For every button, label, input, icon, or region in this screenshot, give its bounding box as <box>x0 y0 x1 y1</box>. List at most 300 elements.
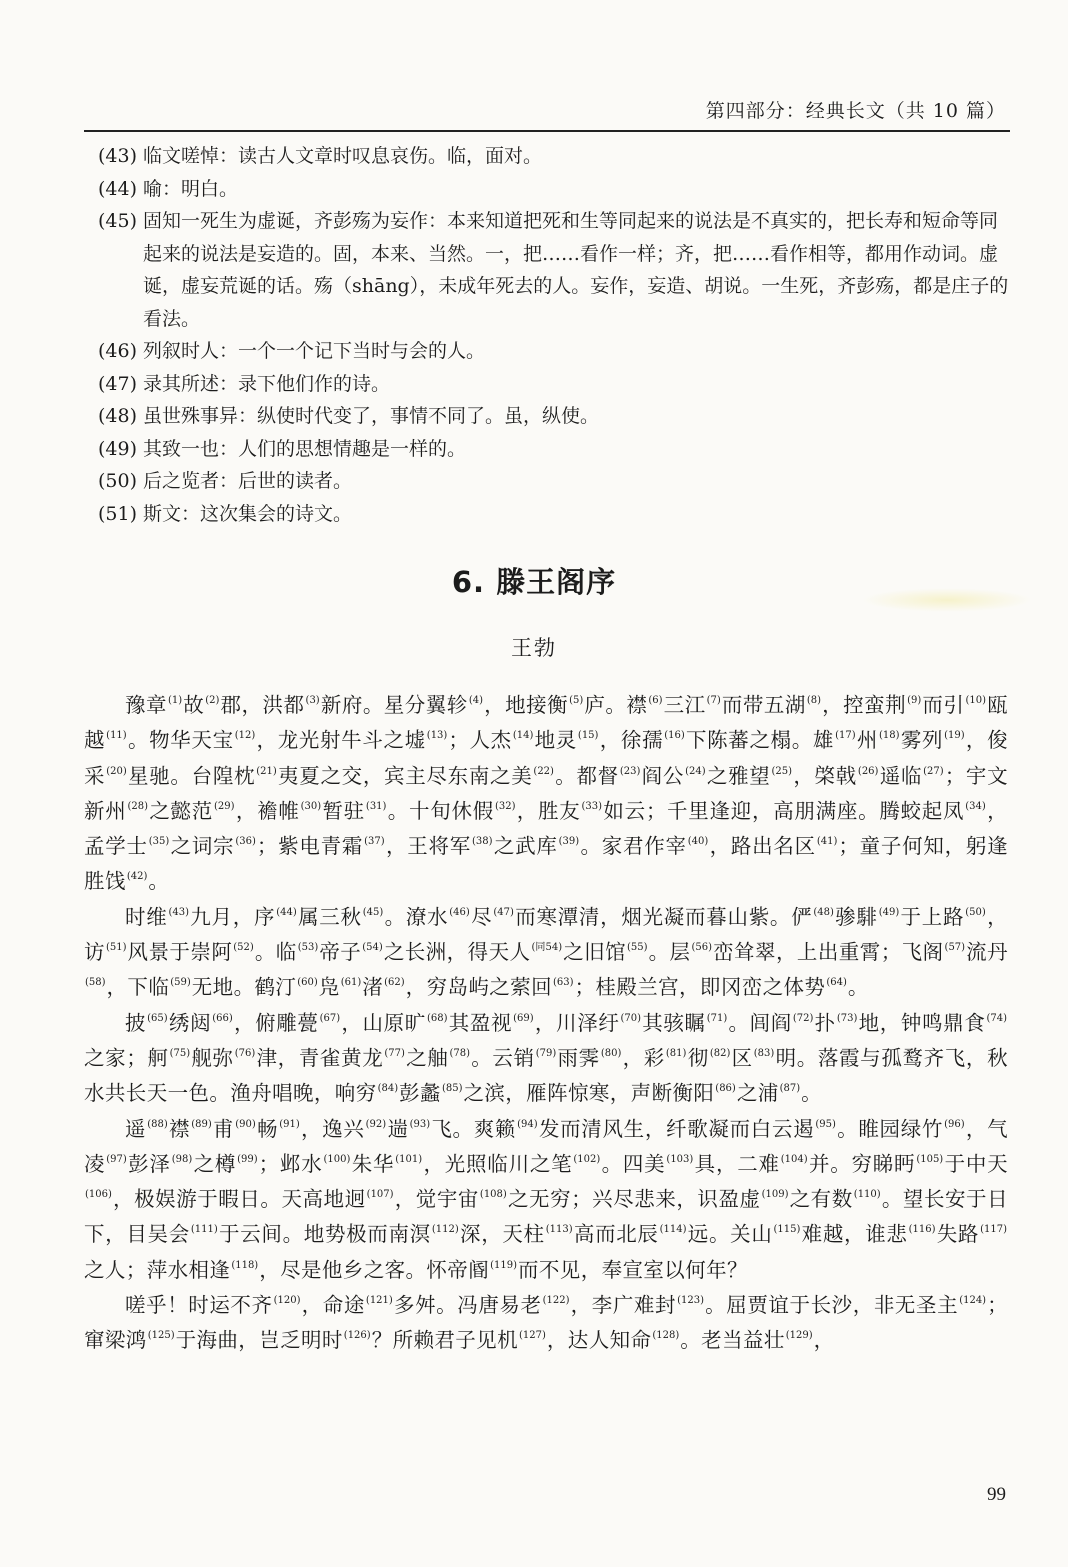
note-text: 虽世殊事异：纵使时代变了，事情不同了。虽，纵使。 <box>143 405 600 427</box>
footnote-marker: (34) <box>965 800 986 812</box>
essay-text: 郡，洪都 <box>220 693 305 717</box>
essay-text: 深，天柱 <box>459 1222 545 1247</box>
essay-text: ；窜梁鸿 <box>84 1293 1008 1353</box>
footnote-marker: (107) <box>366 1189 394 1201</box>
footnote-marker: (同54) <box>531 942 563 954</box>
essay-text: 尽 <box>470 904 493 929</box>
footnote-marker: (58) <box>85 977 106 989</box>
essay-text: ，访 <box>84 904 1008 965</box>
page-header <box>84 96 1010 132</box>
footnote-marker: (67) <box>319 1012 341 1024</box>
footnote-marker: (109) <box>761 1189 789 1201</box>
note-number: (47) <box>98 372 138 395</box>
essay-text: 地灵 <box>534 728 577 753</box>
footnote-marker: (74) <box>986 1012 1007 1024</box>
note-text: 其致一也：人们的思想情趣是一样的。 <box>143 437 467 460</box>
footnote-marker: (43) <box>168 906 189 918</box>
footnote-marker: (31) <box>365 800 387 812</box>
footnote-marker: (27) <box>923 765 944 777</box>
footnote-marker: (40) <box>687 836 709 848</box>
essay-text: 其骇瞩 <box>642 1010 706 1035</box>
essay-text: 庐。襟 <box>584 693 648 717</box>
footnote-marker: (100) <box>323 1153 351 1165</box>
footnote-marker: (121) <box>365 1295 393 1307</box>
footnote-marker: (120) <box>273 1295 301 1307</box>
page-number: 99 <box>987 1484 1006 1505</box>
essay-text: 彻 <box>687 1045 709 1070</box>
footnote-marker: (129) <box>785 1330 813 1342</box>
footnote-marker: (97) <box>106 1153 127 1165</box>
essay-text: 帝子 <box>319 940 362 965</box>
footnote-marker: (45) <box>362 906 384 918</box>
note-number: (49) <box>98 437 138 460</box>
essay-text: ，地接衡 <box>483 693 569 717</box>
essay-text: 之雅望 <box>706 763 771 788</box>
note-text: 斯文：这次集会的诗文。 <box>143 502 353 525</box>
essay-text: 畅 <box>256 1116 279 1141</box>
essay-text: 九月，序 <box>189 904 276 929</box>
footnote-marker: (14) <box>512 730 534 742</box>
footnote-marker: (110) <box>853 1189 881 1201</box>
footnote-marker: (95) <box>815 1118 836 1130</box>
footnote-marker: (65) <box>147 1012 168 1024</box>
essay-text: 。老当益壮 <box>680 1328 785 1353</box>
essay-text: ，胜友 <box>516 798 581 823</box>
note-item <box>98 140 1010 173</box>
footnote-marker: (32) <box>494 800 516 812</box>
note-item <box>98 465 1010 498</box>
essay-text: ；童子何知，躬逢胜饯 <box>84 834 1009 894</box>
essay-text: ，觉宇宙 <box>394 1187 479 1212</box>
footnote-marker: (128) <box>652 1330 680 1342</box>
essay-text: ，尽是他乡之客。怀帝阍 <box>259 1257 490 1282</box>
footnote-marker: (49) <box>878 906 900 918</box>
essay-text: 之浦 <box>736 1081 779 1106</box>
essay-text: 于中天 <box>944 1151 1008 1176</box>
footnote-marker: (80) <box>600 1047 622 1059</box>
footnote-marker: (15) <box>577 730 599 742</box>
essay-text: ，龙光射牛斗之墟 <box>256 728 426 753</box>
footnote-marker: (91) <box>279 1118 300 1130</box>
essay-text: 。 <box>801 1081 823 1106</box>
footnote-marker: (72) <box>792 1012 814 1024</box>
essay-text: 明。落霞与孤鹜齐飞，秋水共长天一色。渔舟唱晚，响穷 <box>84 1045 1008 1106</box>
note-number: (50) <box>98 470 138 492</box>
footnote-marker: (123) <box>677 1295 704 1307</box>
footnote-marker: (26) <box>857 765 879 777</box>
essay-text: ， <box>813 1328 835 1353</box>
header-title: 第四部分：经典长文（共 10 篇） <box>705 100 1006 122</box>
footnote-marker: (54) <box>362 942 383 954</box>
essay-text: ，彩 <box>622 1045 665 1070</box>
footnote-marker: (19) <box>944 730 965 742</box>
essay-text: 新府。星分翼轸 <box>320 693 468 717</box>
footnote-marker: (127) <box>519 1330 546 1342</box>
essay-text: ，李广难封 <box>570 1293 677 1318</box>
footnote-marker: (71) <box>706 1012 728 1024</box>
footnote-marker: (25) <box>771 765 793 777</box>
essay-text: 。临 <box>254 940 297 965</box>
footnote-marker: (113) <box>545 1224 573 1236</box>
footnote-marker: (9) <box>907 695 922 706</box>
essay-text: 故 <box>183 693 205 717</box>
essay-text: ，孟学士 <box>84 798 1009 859</box>
footnote-marker: (88) <box>147 1118 168 1130</box>
note-number: (46) <box>98 340 138 362</box>
essay-text: ？所赖君子见机 <box>371 1328 518 1353</box>
essay-text: 之无穷；兴尽悲来，识盈虚 <box>507 1187 761 1212</box>
footnote-marker: (37) <box>364 836 385 848</box>
footnote-marker: (78) <box>449 1047 471 1059</box>
essay-paragraph <box>84 900 1008 1006</box>
essay-paragraph <box>84 688 1008 900</box>
essay-text: ，山原旷 <box>341 1010 426 1035</box>
footnote-marker: (6) <box>648 695 663 706</box>
essay-text: 瓯越 <box>84 693 1008 753</box>
essay-text: ，王将军 <box>385 834 472 859</box>
essay-text: ，襜帷 <box>235 798 300 823</box>
essay-text: ；人杰 <box>448 728 512 753</box>
essay-text: 。物华天宝 <box>127 728 234 753</box>
essay-title: 6. 滕王阁序 <box>451 565 617 599</box>
essay-text: 于云间。地势极而南溟 <box>218 1222 431 1247</box>
footnote-marker: (44) <box>276 906 297 918</box>
footnote-marker: (98) <box>171 1153 193 1165</box>
essay-text: 三江 <box>663 693 706 717</box>
essay-text: 之武库 <box>493 834 558 859</box>
note-number: (43) <box>98 145 138 167</box>
note-item <box>98 335 1010 368</box>
essay-text: 。四美 <box>601 1151 666 1176</box>
essay-text: ，徐孺 <box>599 728 664 753</box>
essay-body <box>84 688 1008 1359</box>
footnote-marker: (77) <box>384 1047 405 1059</box>
note-number: (51) <box>98 502 138 525</box>
footnote-marker: (22) <box>533 765 554 777</box>
essay-text: 之人；萍水相逢 <box>84 1257 231 1282</box>
footnote-marker: (28) <box>127 800 148 812</box>
footnote-marker: (108) <box>479 1189 507 1201</box>
essay-text: 失路 <box>936 1222 980 1247</box>
note-text: 后之览者：后世的读者。 <box>143 470 353 492</box>
footnote-marker: (10) <box>965 695 986 706</box>
essay-text: ；宇文新州 <box>84 763 1008 823</box>
essay-text: 披 <box>125 1010 147 1035</box>
note-item <box>98 498 1010 531</box>
essay-text: 暂驻 <box>322 798 365 823</box>
footnote-marker: (75) <box>169 1047 191 1059</box>
footnote-marker: (13) <box>426 730 448 742</box>
footnote-marker: (63) <box>552 977 574 989</box>
footnote-marker: (11) <box>106 730 127 742</box>
note-text: 录其所述：录下他们作的诗。 <box>143 372 391 395</box>
essay-text: 多舛。冯唐易老 <box>393 1293 542 1318</box>
footnote-marker: (21) <box>256 765 277 777</box>
footnote-marker: (106) <box>85 1189 112 1201</box>
footnote-marker: (33) <box>581 800 603 812</box>
note-text: 喻：明白。 <box>143 177 239 200</box>
essay-text: 。 <box>148 869 170 894</box>
note-number: (48) <box>98 405 138 427</box>
footnote-marker: (93) <box>409 1118 431 1130</box>
essay-text: 下陈蕃之榻。雄 <box>685 728 835 753</box>
notes-list <box>98 140 1010 530</box>
footnote-marker: (69) <box>513 1012 534 1024</box>
essay-text: 襟 <box>168 1116 191 1141</box>
paper-smudge <box>862 588 1032 612</box>
footnote-marker: (3) <box>305 695 320 706</box>
footnote-marker: (117) <box>980 1224 1007 1236</box>
essay-text: 雾列 <box>900 728 944 753</box>
footnote-marker: (5) <box>569 695 584 706</box>
footnote-marker: (126) <box>343 1330 371 1342</box>
footnote-marker: (51) <box>105 942 127 954</box>
essay-text: 并。穷睇眄 <box>808 1151 916 1176</box>
essay-text: 星驰。台隍枕 <box>127 763 256 788</box>
essay-text: 州 <box>856 728 879 753</box>
essay-text: 遥临 <box>879 763 923 788</box>
footnote-marker: (124) <box>959 1295 987 1307</box>
essay-text: 朱华 <box>351 1151 395 1176</box>
footnote-marker: (85) <box>441 1083 463 1095</box>
footnote-marker: (94) <box>517 1118 538 1130</box>
essay-text: 彭泽 <box>127 1151 171 1176</box>
essay-text: 流丹 <box>966 940 1008 965</box>
essay-text: 峦耸翠，上出重霄；飞阁 <box>713 940 944 965</box>
footnote-marker: (50) <box>965 906 986 918</box>
footnote-marker: (23) <box>619 765 641 777</box>
note-text: 列叙时人：一个一个记下当时与会的人。 <box>143 340 486 362</box>
essay-text: 之旧馆 <box>563 940 627 965</box>
footnote-marker: (17) <box>835 730 856 742</box>
footnote-marker: (60) <box>297 977 318 989</box>
essay-text: 远。关山 <box>687 1222 773 1247</box>
essay-text: 。十旬休假 <box>387 798 494 823</box>
note-text: 固知一死生为虚诞，齐彭殇为妄作：本来知道把死和生等同起来的说法是不真实的，把长寿和短命等同起来的说法是妄造的。固，本来、当然。一，把……看作一样；齐，把……看作相等，都用作动词。虚诞，虚妄荒诞的话。殇（shāng），未成年死去的人。妄作，妄造、胡说。一生死，齐彭殇，都是庄子的看法。 <box>143 210 1009 330</box>
essay-text: 骖騑 <box>834 904 878 929</box>
footnote-marker: (90) <box>235 1118 256 1130</box>
footnote-marker: (42) <box>126 871 148 883</box>
note-item <box>98 368 1010 401</box>
footnote-marker: (39) <box>558 836 580 848</box>
footnote-marker: (111) <box>190 1224 218 1236</box>
essay-text: ，川泽纡 <box>534 1010 620 1035</box>
essay-text: ，逸兴 <box>300 1116 365 1141</box>
essay-text: 豫章 <box>125 693 167 717</box>
footnote-marker: (47) <box>493 906 514 918</box>
essay-author: 王勃 <box>511 636 557 660</box>
footnote-marker: (48) <box>813 906 834 918</box>
footnote-marker: (103) <box>666 1153 694 1165</box>
footnote-marker: (66) <box>212 1012 233 1024</box>
footnote-marker: (56) <box>691 942 713 954</box>
footnote-marker: (7) <box>706 695 721 706</box>
essay-text: 。云销 <box>471 1045 535 1070</box>
essay-text: 高而北辰 <box>573 1222 659 1247</box>
essay-text: 时维 <box>125 904 168 929</box>
essay-text: 之家；舸 <box>84 1045 169 1070</box>
footnote-marker: (104) <box>780 1153 808 1165</box>
essay-text: 嗟乎！时运不齐 <box>125 1293 273 1318</box>
essay-text: ；桂殿兰宫，即冈峦之体势 <box>574 975 826 1000</box>
footnote-marker: (55) <box>627 942 648 954</box>
essay-paragraph <box>84 1006 1008 1112</box>
essay-text: 于海曲，岂乏明时 <box>175 1328 343 1353</box>
essay-text: ，路出名区 <box>709 834 816 859</box>
footnote-marker: (61) <box>340 977 362 989</box>
note-text: 临文嗟悼：读古人文章时叹息哀伤。临，面对。 <box>143 145 543 167</box>
footnote-marker: (81) <box>665 1047 687 1059</box>
essay-text: 之有数 <box>789 1187 853 1212</box>
footnote-marker: (64) <box>826 977 847 989</box>
essay-text: 渚 <box>362 975 384 1000</box>
footnote-marker: (112) <box>431 1224 459 1236</box>
essay-text: 如云；千里逢迎，高朋满座。腾蛟起凤 <box>603 798 965 823</box>
footnote-marker: (84) <box>377 1083 399 1095</box>
essay-text: ，俯雕甍 <box>233 1010 319 1035</box>
footnote-marker: (99) <box>237 1153 258 1165</box>
essay-text: 彭蠡 <box>399 1081 441 1106</box>
footnote-marker: (59) <box>170 977 191 989</box>
essay-text: 舰弥 <box>191 1045 234 1070</box>
essay-text: 而引 <box>922 693 965 717</box>
essay-text: ，极娱游于暇日。天高地迥 <box>112 1187 366 1212</box>
footnote-marker: (52) <box>233 942 254 954</box>
footnote-marker: (12) <box>234 730 256 742</box>
essay-text: 津，青雀黄龙 <box>256 1045 384 1070</box>
essay-text: 。 <box>847 975 869 1000</box>
essay-text: 。睢园绿竹 <box>836 1116 944 1141</box>
footnote-marker: (73) <box>836 1012 858 1024</box>
essay-text: 之词宗 <box>170 834 235 859</box>
essay-text: 而寒潭清，烟光凝而暮山紫。俨 <box>514 904 813 929</box>
footnote-marker: (96) <box>944 1118 965 1130</box>
essay-text: 阎公 <box>641 763 685 788</box>
essay-text: 。屈贾谊于长沙，非无圣主 <box>704 1293 959 1318</box>
essay-text: 凫 <box>318 975 340 1000</box>
footnote-marker: (18) <box>879 730 900 742</box>
note-number: (45) <box>98 210 138 232</box>
note-item <box>98 173 1010 206</box>
footnote-marker: (8) <box>806 695 822 706</box>
footnote-marker: (102) <box>573 1153 601 1165</box>
essay-text: 遄 <box>387 1116 409 1141</box>
essay-text: ；邺水 <box>258 1151 323 1176</box>
footnote-marker: (24) <box>685 765 706 777</box>
footnote-marker: (20) <box>106 765 127 777</box>
footnote-marker: (114) <box>659 1224 687 1236</box>
footnote-marker: (1) <box>168 695 183 706</box>
essay-text: 。层 <box>648 940 691 965</box>
essay-text: 飞。爽籁 <box>431 1116 517 1141</box>
essay-text: 之樽 <box>193 1151 237 1176</box>
essay-paragraph <box>84 1112 1008 1288</box>
footnote-marker: (118) <box>231 1259 259 1271</box>
essay-text: ，棨戟 <box>793 763 857 788</box>
footnote-marker: (83) <box>753 1047 775 1059</box>
essay-paragraph <box>84 1288 1008 1359</box>
note-number: (44) <box>98 177 138 200</box>
footnote-marker: (53) <box>297 942 319 954</box>
essay-text: 。都督 <box>554 763 619 788</box>
essay-text: 其盈视 <box>448 1010 513 1035</box>
footnote-marker: (86) <box>715 1083 736 1095</box>
footnote-marker: (122) <box>542 1295 570 1307</box>
note-item <box>98 205 1010 335</box>
essay-text: 具，二难 <box>694 1151 780 1176</box>
essay-text: ，俊采 <box>84 728 1008 788</box>
essay-text: 之舳 <box>405 1045 449 1070</box>
essay-text: 之懿范 <box>149 798 214 823</box>
essay-text: 扑 <box>814 1010 836 1035</box>
essay-text: ，达人知命 <box>546 1328 652 1353</box>
footnote-marker: (115) <box>773 1224 801 1236</box>
footnote-marker: (16) <box>664 730 685 742</box>
essay-text: ，气凌 <box>84 1116 1008 1176</box>
essay-text: 。潦水 <box>384 904 449 929</box>
footnote-marker: (92) <box>365 1118 387 1130</box>
essay-text: 甫 <box>212 1116 235 1141</box>
essay-text: 区 <box>731 1045 753 1070</box>
essay-text: 发而清风生，纤歌凝而白云遏 <box>538 1116 815 1141</box>
essay-text: 无地。鹤汀 <box>191 975 297 1000</box>
essay-text: 地，钟鸣鼎食 <box>858 1010 986 1035</box>
essay-text: ；紫电青霜 <box>256 834 364 859</box>
essay-text: 夷夏之交，宾主尽东南之美 <box>277 763 533 788</box>
essay-text: 遥 <box>125 1116 147 1141</box>
footnote-marker: (116) <box>908 1224 936 1236</box>
essay-text: 于上路 <box>900 904 965 929</box>
footnote-marker: (57) <box>944 942 966 954</box>
footnote-marker: (62) <box>384 977 405 989</box>
essay-text: ，下临 <box>106 975 170 1000</box>
footnote-marker: (101) <box>395 1153 423 1165</box>
footnote-marker: (4) <box>468 695 483 706</box>
footnote-marker: (36) <box>235 836 256 848</box>
essay-text: 而不见，奉宣室以何年？ <box>518 1257 748 1282</box>
footnote-marker: (2) <box>205 695 220 706</box>
essay-text: ，控蛮荆 <box>822 693 907 717</box>
essay-text: 之滨，雁阵惊寒，声断衡阳 <box>463 1081 715 1106</box>
footnote-marker: (125) <box>147 1330 175 1342</box>
footnote-marker: (82) <box>709 1047 731 1059</box>
footnote-marker: (76) <box>234 1047 256 1059</box>
footnote-marker: (38) <box>472 836 493 848</box>
essay-text: ，命途 <box>301 1293 365 1318</box>
footnote-marker: (68) <box>426 1012 448 1024</box>
essay-text: 。闾阎 <box>728 1010 792 1035</box>
footnote-marker: (46) <box>449 906 470 918</box>
footnote-marker: (105) <box>916 1153 944 1165</box>
footnote-marker: (87) <box>779 1083 801 1095</box>
essay-text: ，光照临川之笔 <box>423 1151 573 1176</box>
footnote-marker: (30) <box>300 800 322 812</box>
essay-text: 。家君作宰 <box>580 834 687 859</box>
footnote-marker: (35) <box>148 836 170 848</box>
essay-text: ，穷岛屿之萦回 <box>405 975 552 1000</box>
essay-text: 绣闼 <box>168 1010 212 1035</box>
essay-text: 风景于崇阿 <box>127 940 233 965</box>
footnote-marker: (29) <box>214 800 235 812</box>
footnote-marker: (119) <box>490 1259 517 1271</box>
note-item <box>98 400 1010 433</box>
essay-text: 难越，谁悲 <box>801 1222 908 1247</box>
footnote-marker: (89) <box>191 1118 212 1130</box>
footnote-marker: (70) <box>620 1012 642 1024</box>
footnote-marker: (79) <box>535 1047 557 1059</box>
essay-text: 雨霁 <box>557 1045 600 1070</box>
essay-text: 而带五湖 <box>721 693 806 717</box>
